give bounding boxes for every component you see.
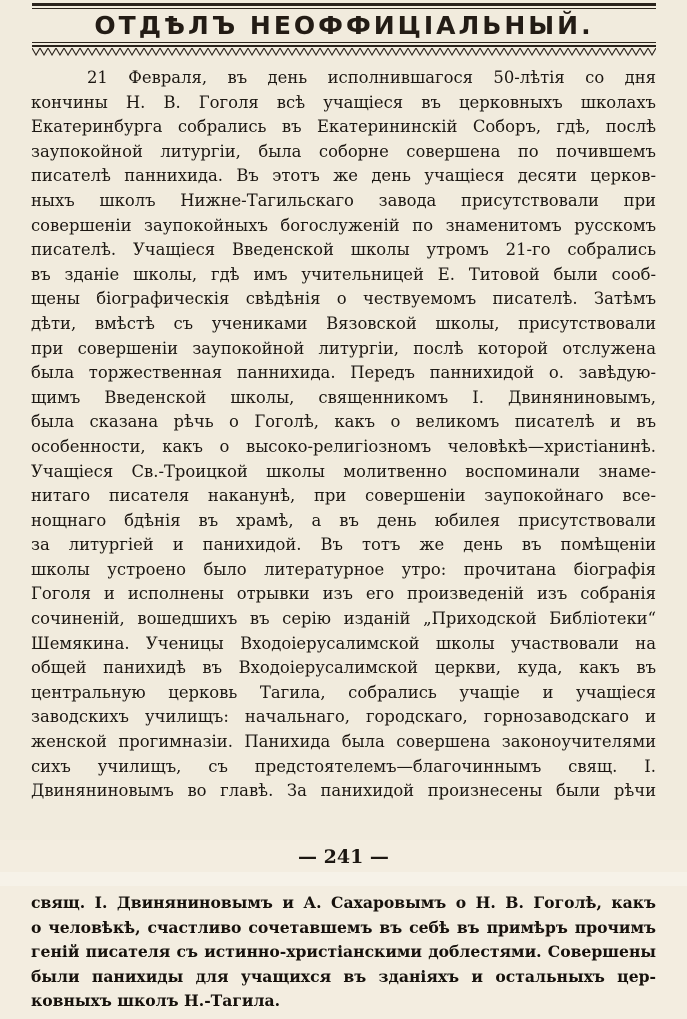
continuation-text: [31, 891, 656, 1014]
continuation-line: ковныхъ школъ Н.-Тагила.: [31, 991, 281, 1011]
article-line: при совершеніи заупокойной литургіи, послѣ которой отслужена: [31, 338, 656, 358]
header-rule-bottom-thin: [32, 42, 656, 43]
header-rule-top-thin: [32, 8, 656, 9]
article-line: особенности, какъ о высоко-религіозномъ человѣкѣ—христіанинѣ.: [31, 436, 656, 456]
header-rule-top-thick: [32, 3, 656, 6]
article-line: школы устроено было литературное утро: прочитана біографія: [31, 559, 656, 579]
article-line: была торжественная паннихида. Передъ паннихидой о. завѣдую-: [31, 363, 656, 383]
article-line: женской прогимназіи. Панихида была совершена законоучителями: [31, 732, 656, 752]
article-line: писателѣ паннихида. Въ этотъ же день учащіеся десяти церков-: [31, 166, 656, 186]
article-line: общей панихидѣ въ Входоіерусалимской церкви, куда, какъ въ: [31, 658, 656, 678]
article-line: писателѣ. Учащіеся Введенской школы утромъ 21-го собрались: [31, 240, 656, 260]
article-line: заупокойной литургіи, была соборне совершена по почившемъ: [31, 141, 656, 161]
article-line: центральную церковь Тагила, собрались учащіе и учащіеся: [31, 682, 656, 702]
article-line: была сказана рѣчь о Гоголѣ, какъ о великомъ писателѣ и въ: [31, 412, 656, 432]
article-line: совершеніи заупокойныхъ богослуженій по знаменитомъ русскомъ: [31, 215, 656, 235]
article-line: Екатеринбурга собрались въ Екатерининскій Соборъ, гдѣ, послѣ: [31, 117, 656, 137]
continuation-line: были панихиды для учащихся въ зданіяхъ и остальныхъ цер-: [31, 966, 656, 986]
header-rule-bottom-thick: [32, 45, 656, 47]
continuation-line: о человѣкѣ, счастливо сочетавшемъ въ себѣ въ примѣръ прочимъ: [31, 917, 656, 937]
article-line: Шемякина. Ученицы Входоіерусалимской школы участвовали на: [31, 633, 656, 653]
article-line: нитаго писателя наканунѣ, при совершеніи заупокойнаго все-: [31, 486, 656, 506]
section-title: ОТДѢЛЪ НЕОФФИЦІАЛЬНЫЙ.: [94, 11, 594, 40]
continuation-line: свящ. І. Двиняниновымъ и А. Сахаровымъ о Н. В. Гоголѣ, какъ: [31, 893, 656, 912]
article-line: сихъ училищъ, съ предстоятелемъ—благочиннымъ свящ. І.: [31, 756, 656, 776]
page-break: [0, 872, 687, 886]
page-number: — 241 —: [298, 846, 389, 868]
article-line: заводскихъ училищъ: начальнаго, городскаго, горнозаводскаго и: [31, 707, 656, 727]
article-line: 21 Февраля, въ день исполнившагося 50-лѣтія со дня: [87, 68, 656, 87]
article-line: въ зданіе школы, гдѣ имъ учительницей Е. Титовой были сооб-: [31, 264, 656, 284]
article-line: сочиненій, вошедшихъ въ серію изданій „Приходской Библіотеки“: [31, 609, 656, 629]
article-line: кончины Н. В. Гоголя всѣ учащіеся въ церковныхъ школахъ: [31, 92, 656, 112]
article-line: щены біографическія свѣдѣнія о чествуемомъ писателѣ. Затѣмъ: [31, 289, 656, 309]
article-line: ныхъ школъ Нижне-Тагильскаго завода присутствовали при: [31, 190, 656, 210]
article-body: [31, 66, 656, 804]
article-line: Учащіеся Св.-Троицкой школы молитвенно воспоминали знаме-: [31, 461, 656, 481]
article-line: щимъ Введенской школы, священникомъ І. Двиняниновымъ,: [31, 387, 656, 407]
article-line: дѣти, вмѣстѣ съ учениками Вязовской школы, присутствовали: [31, 313, 656, 333]
article-line: Двиняниновымъ во главѣ. За панихидой произнесены были рѣчи: [31, 781, 656, 801]
article-line: за литургіей и панихидой. Въ тотъ же день въ помѣщеніи: [31, 535, 656, 555]
continuation-line: геній писателя съ истинно-христіанскими доблестями. Совершены: [31, 942, 656, 962]
article-line: Гоголя и исполнены отрывки изъ его произведеній изъ собранія: [31, 584, 656, 604]
decorative-zigzag-border: [32, 48, 656, 56]
article-line: нощнаго бдѣнія въ храмѣ, а въ день юбилея присутствовали: [31, 510, 656, 530]
